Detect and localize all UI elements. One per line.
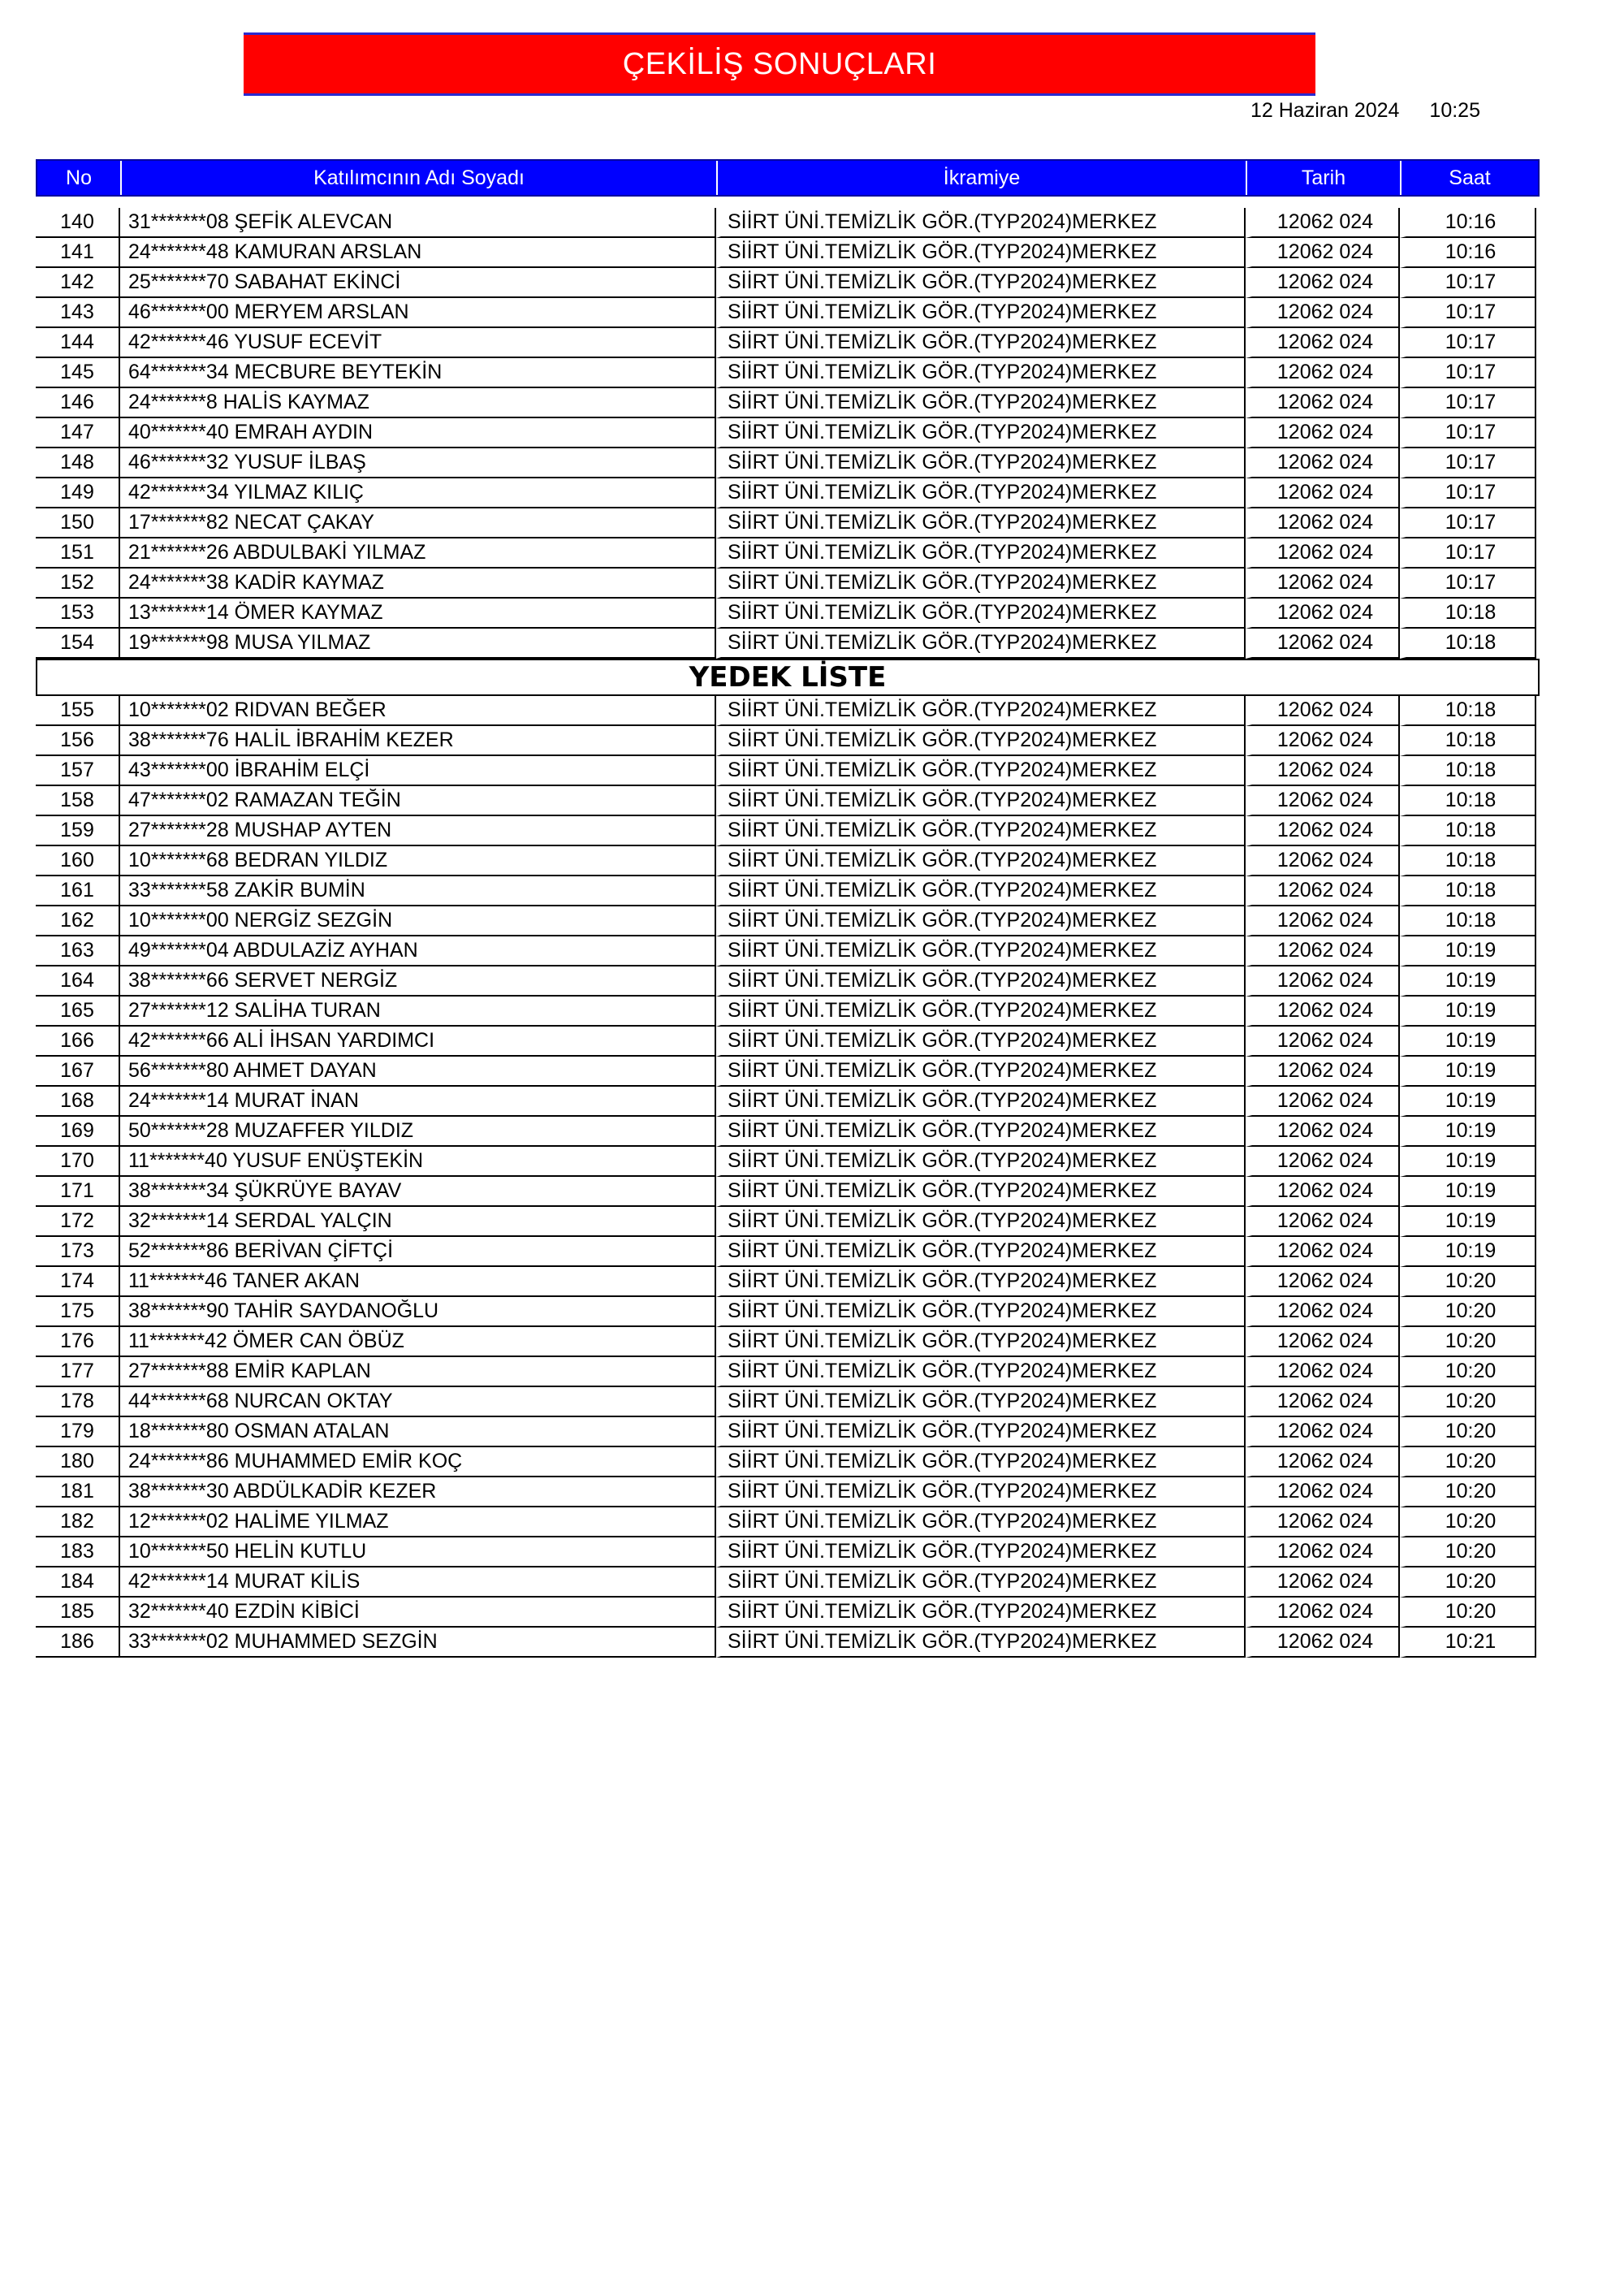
- cell-time: 10:20: [1400, 1327, 1536, 1357]
- cell-no: 179: [36, 1417, 120, 1447]
- table-row: [36, 1567, 1540, 1598]
- cell-time: 10:20: [1400, 1537, 1536, 1567]
- reserve-list-label: YEDEK LİSTE: [36, 660, 1540, 696]
- cell-name: 40*******40 EMRAH AYDIN: [120, 418, 716, 448]
- cell-name: 38*******66 SERVET NERGİZ: [120, 966, 716, 997]
- cell-name: 10*******00 NERGİZ SEZGİN: [120, 906, 716, 936]
- header-time: Saat: [1449, 166, 1491, 189]
- table-row: [36, 388, 1540, 418]
- cell-time: 10:17: [1400, 268, 1536, 298]
- cell-no: 185: [36, 1598, 120, 1628]
- cell-date: 12062 024: [1246, 448, 1400, 478]
- cell-date: 12062 024: [1246, 696, 1400, 726]
- cell-time: 10:18: [1400, 726, 1536, 756]
- cell-date: 12062 024: [1246, 1237, 1400, 1267]
- cell-no: 162: [36, 906, 120, 936]
- cell-prize: SİİRT ÜNİ.TEMİZLİK GÖR.(TYP2024)MERKEZ: [716, 1237, 1246, 1267]
- cell-name: 24*******48 KAMURAN ARSLAN: [120, 238, 716, 268]
- cell-name: 56*******80 AHMET DAYAN: [120, 1057, 716, 1087]
- cell-date: 12062 024: [1246, 1628, 1400, 1658]
- cell-date: 12062 024: [1246, 1417, 1400, 1447]
- cell-time: 10:19: [1400, 1207, 1536, 1237]
- cell-prize: SİİRT ÜNİ.TEMİZLİK GÖR.(TYP2024)MERKEZ: [716, 1628, 1246, 1658]
- cell-no: 151: [36, 538, 120, 569]
- cell-prize: SİİRT ÜNİ.TEMİZLİK GÖR.(TYP2024)MERKEZ: [716, 1327, 1246, 1357]
- cell-time: 10:18: [1400, 846, 1536, 876]
- cell-date: 12062 024: [1246, 906, 1400, 936]
- cell-date: 12062 024: [1246, 966, 1400, 997]
- cell-time: 10:17: [1400, 328, 1536, 358]
- cell-prize: SİİRT ÜNİ.TEMİZLİK GÖR.(TYP2024)MERKEZ: [716, 629, 1246, 659]
- cell-time: 10:20: [1400, 1267, 1536, 1297]
- cell-time: 10:18: [1400, 599, 1536, 629]
- cell-prize: SİİRT ÜNİ.TEMİZLİK GÖR.(TYP2024)MERKEZ: [716, 1387, 1246, 1417]
- cell-prize: SİİRT ÜNİ.TEMİZLİK GÖR.(TYP2024)MERKEZ: [716, 1267, 1246, 1297]
- cell-time: 10:17: [1400, 448, 1536, 478]
- cell-name: 25*******70 SABAHAT EKİNCİ: [120, 268, 716, 298]
- cell-prize: SİİRT ÜNİ.TEMİZLİK GÖR.(TYP2024)MERKEZ: [716, 1477, 1246, 1507]
- cell-prize: SİİRT ÜNİ.TEMİZLİK GÖR.(TYP2024)MERKEZ: [716, 1567, 1246, 1598]
- cell-name: 13*******14 ÖMER KAYMAZ: [120, 599, 716, 629]
- cell-no: 175: [36, 1297, 120, 1327]
- cell-no: 166: [36, 1027, 120, 1057]
- cell-date: 12062 024: [1246, 1117, 1400, 1147]
- cell-date: 12062 024: [1246, 786, 1400, 816]
- cell-name: 11*******40 YUSUF ENÜŞTEKİN: [120, 1147, 716, 1177]
- cell-time: 10:17: [1400, 569, 1536, 599]
- cell-time: 10:19: [1400, 997, 1536, 1027]
- cell-no: 164: [36, 966, 120, 997]
- cell-time: 10:20: [1400, 1297, 1536, 1327]
- header-name: Katılımcının Adı Soyadı: [122, 161, 718, 195]
- cell-date: 12062 024: [1246, 599, 1400, 629]
- cell-date: 12062 024: [1246, 756, 1400, 786]
- cell-no: 165: [36, 997, 120, 1027]
- cell-prize: SİİRT ÜNİ.TEMİZLİK GÖR.(TYP2024)MERKEZ: [716, 906, 1246, 936]
- cell-time: 10:18: [1400, 876, 1536, 906]
- cell-no: 148: [36, 448, 120, 478]
- cell-name: 32*******14 SERDAL YALÇIN: [120, 1207, 716, 1237]
- cell-no: 167: [36, 1057, 120, 1087]
- table-row: [36, 1267, 1540, 1297]
- cell-prize: SİİRT ÜNİ.TEMİZLİK GÖR.(TYP2024)MERKEZ: [716, 599, 1246, 629]
- cell-date: 12062 024: [1246, 238, 1400, 268]
- cell-name: 10*******02 RIDVAN BEĞER: [120, 696, 716, 726]
- cell-name: 38*******90 TAHİR SAYDANOĞLU: [120, 1297, 716, 1327]
- cell-no: 180: [36, 1447, 120, 1477]
- cell-no: 172: [36, 1207, 120, 1237]
- cell-no: 176: [36, 1327, 120, 1357]
- page-title: ÇEKİLİŞ SONUÇLARI: [622, 46, 937, 81]
- results-table: [36, 159, 1540, 1658]
- table-row: [36, 876, 1540, 906]
- table-row: [36, 1057, 1540, 1087]
- cell-no: 173: [36, 1237, 120, 1267]
- cell-date: 12062 024: [1246, 1297, 1400, 1327]
- cell-no: 158: [36, 786, 120, 816]
- cell-no: 177: [36, 1357, 120, 1387]
- cell-no: 147: [36, 418, 120, 448]
- cell-prize: SİİRT ÜNİ.TEMİZLİK GÖR.(TYP2024)MERKEZ: [716, 388, 1246, 418]
- cell-name: 42*******14 MURAT KİLİS: [120, 1567, 716, 1598]
- cell-no: 153: [36, 599, 120, 629]
- cell-date: 12062 024: [1246, 268, 1400, 298]
- cell-name: 49*******04 ABDULAZİZ AYHAN: [120, 936, 716, 966]
- cell-name: 32*******40 EZDİN KİBİCİ: [120, 1598, 716, 1628]
- cell-name: 24*******14 MURAT İNAN: [120, 1087, 716, 1117]
- cell-prize: SİİRT ÜNİ.TEMİZLİK GÖR.(TYP2024)MERKEZ: [716, 1207, 1246, 1237]
- table-row: [36, 1477, 1540, 1507]
- cell-name: 10*******68 BEDRAN YILDIZ: [120, 846, 716, 876]
- cell-date: 12062 024: [1246, 328, 1400, 358]
- cell-no: 161: [36, 876, 120, 906]
- cell-name: 42*******46 YUSUF ECEVİT: [120, 328, 716, 358]
- cell-name: 21*******26 ABDULBAKİ YILMAZ: [120, 538, 716, 569]
- table-row: [36, 997, 1540, 1027]
- cell-no: 156: [36, 726, 120, 756]
- table-row: [36, 418, 1540, 448]
- cell-name: 24*******86 MUHAMMED EMİR KOÇ: [120, 1447, 716, 1477]
- cell-name: 46*******00 MERYEM ARSLAN: [120, 298, 716, 328]
- cell-no: 171: [36, 1177, 120, 1207]
- cell-prize: SİİRT ÜNİ.TEMİZLİK GÖR.(TYP2024)MERKEZ: [716, 966, 1246, 997]
- table-row: [36, 816, 1540, 846]
- table-row: [36, 846, 1540, 876]
- table-row: [36, 936, 1540, 966]
- cell-prize: SİİRT ÜNİ.TEMİZLİK GÖR.(TYP2024)MERKEZ: [716, 478, 1246, 508]
- cell-time: 10:18: [1400, 906, 1536, 936]
- cell-name: 47*******02 RAMAZAN TEĞİN: [120, 786, 716, 816]
- table-row: [36, 1147, 1540, 1177]
- cell-date: 12062 024: [1246, 298, 1400, 328]
- header-date: Tarih: [1247, 161, 1402, 195]
- cell-no: 146: [36, 388, 120, 418]
- cell-date: 12062 024: [1246, 1207, 1400, 1237]
- table-row: [36, 1177, 1540, 1207]
- table-row: [36, 629, 1540, 659]
- cell-name: 52*******86 BERİVAN ÇİFTÇİ: [120, 1237, 716, 1267]
- cell-time: 10:20: [1400, 1387, 1536, 1417]
- table-row: [36, 1417, 1540, 1447]
- cell-time: 10:20: [1400, 1567, 1536, 1598]
- cell-prize: SİİRT ÜNİ.TEMİZLİK GÖR.(TYP2024)MERKEZ: [716, 1057, 1246, 1087]
- cell-time: 10:19: [1400, 936, 1536, 966]
- table-row: [36, 1297, 1540, 1327]
- date-time-line: [1250, 99, 1480, 123]
- table-row: [36, 448, 1540, 478]
- cell-time: 10:17: [1400, 538, 1536, 569]
- table-row: [36, 1537, 1540, 1567]
- cell-prize: SİİRT ÜNİ.TEMİZLİK GÖR.(TYP2024)MERKEZ: [716, 1357, 1246, 1387]
- cell-name: 17*******82 NECAT ÇAKAY: [120, 508, 716, 538]
- cell-date: 12062 024: [1246, 569, 1400, 599]
- table-row: [36, 298, 1540, 328]
- cell-prize: SİİRT ÜNİ.TEMİZLİK GÖR.(TYP2024)MERKEZ: [716, 696, 1246, 726]
- table-row: [36, 268, 1540, 298]
- cell-time: 10:17: [1400, 478, 1536, 508]
- cell-time: 10:16: [1400, 208, 1536, 238]
- cell-no: 157: [36, 756, 120, 786]
- cell-date: 12062 024: [1246, 1357, 1400, 1387]
- cell-prize: SİİRT ÜNİ.TEMİZLİK GÖR.(TYP2024)MERKEZ: [716, 936, 1246, 966]
- cell-time: 10:18: [1400, 629, 1536, 659]
- main-list: [36, 208, 1540, 659]
- cell-time: 10:17: [1400, 418, 1536, 448]
- header-no: No: [37, 161, 122, 195]
- cell-date: 12062 024: [1246, 1598, 1400, 1628]
- cell-prize: SİİRT ÜNİ.TEMİZLİK GÖR.(TYP2024)MERKEZ: [716, 786, 1246, 816]
- cell-name: 43*******00 İBRAHİM ELÇİ: [120, 756, 716, 786]
- cell-date: 12062 024: [1246, 816, 1400, 846]
- table-row: [36, 756, 1540, 786]
- cell-no: 184: [36, 1567, 120, 1598]
- cell-time: 10:20: [1400, 1417, 1536, 1447]
- cell-no: 182: [36, 1507, 120, 1537]
- cell-name: 27*******88 EMİR KAPLAN: [120, 1357, 716, 1387]
- cell-date: 12062 024: [1246, 478, 1400, 508]
- cell-time: 10:19: [1400, 966, 1536, 997]
- cell-time: 10:19: [1400, 1027, 1536, 1057]
- cell-no: 183: [36, 1537, 120, 1567]
- cell-date: 12062 024: [1246, 876, 1400, 906]
- cell-time: 10:17: [1400, 388, 1536, 418]
- cell-name: 18*******80 OSMAN ATALAN: [120, 1417, 716, 1447]
- cell-date: 12062 024: [1246, 508, 1400, 538]
- table-row: [36, 1628, 1540, 1658]
- draw-time: 10:25: [1429, 99, 1480, 122]
- header-prize: İkramiye: [718, 161, 1247, 195]
- cell-name: 33*******02 MUHAMMED SEZGİN: [120, 1628, 716, 1658]
- cell-no: 170: [36, 1147, 120, 1177]
- table-row: [36, 1087, 1540, 1117]
- cell-time: 10:20: [1400, 1507, 1536, 1537]
- table-row: [36, 1447, 1540, 1477]
- cell-name: 44*******68 NURCAN OKTAY: [120, 1387, 716, 1417]
- cell-date: 12062 024: [1246, 1027, 1400, 1057]
- cell-date: 12062 024: [1246, 1507, 1400, 1537]
- cell-time: 10:18: [1400, 756, 1536, 786]
- cell-prize: SİİRT ÜNİ.TEMİZLİK GÖR.(TYP2024)MERKEZ: [716, 238, 1246, 268]
- cell-prize: SİİRT ÜNİ.TEMİZLİK GÖR.(TYP2024)MERKEZ: [716, 328, 1246, 358]
- cell-no: 144: [36, 328, 120, 358]
- cell-date: 12062 024: [1246, 1267, 1400, 1297]
- table-row: [36, 478, 1540, 508]
- cell-name: 10*******50 HELİN KUTLU: [120, 1537, 716, 1567]
- cell-date: 12062 024: [1246, 1087, 1400, 1117]
- cell-no: 150: [36, 508, 120, 538]
- cell-no: 178: [36, 1387, 120, 1417]
- cell-name: 38*******34 ŞÜKRÜYE BAYAV: [120, 1177, 716, 1207]
- cell-prize: SİİRT ÜNİ.TEMİZLİK GÖR.(TYP2024)MERKEZ: [716, 1087, 1246, 1117]
- cell-no: 140: [36, 208, 120, 238]
- cell-no: 174: [36, 1267, 120, 1297]
- cell-date: 12062 024: [1246, 1447, 1400, 1477]
- cell-prize: SİİRT ÜNİ.TEMİZLİK GÖR.(TYP2024)MERKEZ: [716, 358, 1246, 388]
- table-row: [36, 1507, 1540, 1537]
- cell-time: 10:17: [1400, 298, 1536, 328]
- cell-date: 12062 024: [1246, 997, 1400, 1027]
- cell-name: 12*******02 HALİME YILMAZ: [120, 1507, 716, 1537]
- cell-date: 12062 024: [1246, 1387, 1400, 1417]
- table-row: [36, 906, 1540, 936]
- cell-prize: SİİRT ÜNİ.TEMİZLİK GÖR.(TYP2024)MERKEZ: [716, 1027, 1246, 1057]
- cell-date: 12062 024: [1246, 936, 1400, 966]
- cell-prize: SİİRT ÜNİ.TEMİZLİK GÖR.(TYP2024)MERKEZ: [716, 1417, 1246, 1447]
- cell-prize: SİİRT ÜNİ.TEMİZLİK GÖR.(TYP2024)MERKEZ: [716, 816, 1246, 846]
- draw-date: 12 Haziran 2024: [1250, 99, 1400, 122]
- cell-no: 141: [36, 238, 120, 268]
- cell-prize: SİİRT ÜNİ.TEMİZLİK GÖR.(TYP2024)MERKEZ: [716, 1297, 1246, 1327]
- cell-time: 10:20: [1400, 1357, 1536, 1387]
- cell-date: 12062 024: [1246, 538, 1400, 569]
- cell-time: 10:16: [1400, 238, 1536, 268]
- cell-no: 181: [36, 1477, 120, 1507]
- cell-name: 27*******28 MUSHAP AYTEN: [120, 816, 716, 846]
- cell-prize: SİİRT ÜNİ.TEMİZLİK GÖR.(TYP2024)MERKEZ: [716, 1507, 1246, 1537]
- reserve-section-header: [36, 659, 1540, 696]
- table-row: [36, 966, 1540, 997]
- cell-date: 12062 024: [1246, 1477, 1400, 1507]
- cell-time: 10:19: [1400, 1117, 1536, 1147]
- table-row: [36, 726, 1540, 756]
- table-row: [36, 508, 1540, 538]
- cell-name: 38*******30 ABDÜLKADİR KEZER: [120, 1477, 716, 1507]
- cell-name: 11*******46 TANER AKAN: [120, 1267, 716, 1297]
- cell-time: 10:19: [1400, 1177, 1536, 1207]
- cell-prize: SİİRT ÜNİ.TEMİZLİK GÖR.(TYP2024)MERKEZ: [716, 1177, 1246, 1207]
- cell-no: 169: [36, 1117, 120, 1147]
- cell-time: 10:18: [1400, 786, 1536, 816]
- cell-prize: SİİRT ÜNİ.TEMİZLİK GÖR.(TYP2024)MERKEZ: [716, 997, 1246, 1027]
- cell-name: 24*******38 KADİR KAYMAZ: [120, 569, 716, 599]
- cell-date: 12062 024: [1246, 388, 1400, 418]
- cell-date: 12062 024: [1246, 1177, 1400, 1207]
- cell-time: 10:18: [1400, 816, 1536, 846]
- cell-prize: SİİRT ÜNİ.TEMİZLİK GÖR.(TYP2024)MERKEZ: [716, 1447, 1246, 1477]
- cell-name: 11*******42 ÖMER CAN ÖBÜZ: [120, 1327, 716, 1357]
- cell-name: 24*******8 HALİS KAYMAZ: [120, 388, 716, 418]
- cell-prize: SİİRT ÜNİ.TEMİZLİK GÖR.(TYP2024)MERKEZ: [716, 268, 1246, 298]
- table-row: [36, 238, 1540, 268]
- cell-prize: SİİRT ÜNİ.TEMİZLİK GÖR.(TYP2024)MERKEZ: [716, 1598, 1246, 1628]
- cell-time: 10:18: [1400, 696, 1536, 726]
- table-row: [36, 1237, 1540, 1267]
- cell-prize: SİİRT ÜNİ.TEMİZLİK GÖR.(TYP2024)MERKEZ: [716, 538, 1246, 569]
- cell-time: 10:21: [1400, 1628, 1536, 1658]
- cell-no: 154: [36, 629, 120, 659]
- cell-no: 159: [36, 816, 120, 846]
- cell-name: 50*******28 MUZAFFER YILDIZ: [120, 1117, 716, 1147]
- cell-time: 10:17: [1400, 358, 1536, 388]
- cell-date: 12062 024: [1246, 1537, 1400, 1567]
- table-row: [36, 569, 1540, 599]
- table-row: [36, 328, 1540, 358]
- cell-name: 42*******66 ALİ İHSAN YARDIMCI: [120, 1027, 716, 1057]
- cell-name: 19*******98 MUSA YILMAZ: [120, 629, 716, 659]
- table-row: [36, 696, 1540, 726]
- cell-date: 12062 024: [1246, 1327, 1400, 1357]
- cell-prize: SİİRT ÜNİ.TEMİZLİK GÖR.(TYP2024)MERKEZ: [716, 846, 1246, 876]
- cell-prize: SİİRT ÜNİ.TEMİZLİK GÖR.(TYP2024)MERKEZ: [716, 298, 1246, 328]
- cell-date: 12062 024: [1246, 1147, 1400, 1177]
- table-row: [36, 1117, 1540, 1147]
- cell-time: 10:20: [1400, 1447, 1536, 1477]
- cell-time: 10:19: [1400, 1087, 1536, 1117]
- cell-no: 145: [36, 358, 120, 388]
- reserve-list: [36, 696, 1540, 1658]
- cell-prize: SİİRT ÜNİ.TEMİZLİK GÖR.(TYP2024)MERKEZ: [716, 1117, 1246, 1147]
- table-row: [36, 538, 1540, 569]
- cell-prize: SİİRT ÜNİ.TEMİZLİK GÖR.(TYP2024)MERKEZ: [716, 876, 1246, 906]
- title-banner: [244, 32, 1315, 96]
- table-row: [36, 208, 1540, 238]
- table-row: [36, 599, 1540, 629]
- cell-date: 12062 024: [1246, 208, 1400, 238]
- cell-time: 10:17: [1400, 508, 1536, 538]
- cell-date: 12062 024: [1246, 1057, 1400, 1087]
- cell-date: 12062 024: [1246, 629, 1400, 659]
- table-row: [36, 358, 1540, 388]
- cell-no: 186: [36, 1628, 120, 1658]
- cell-name: 42*******34 YILMAZ KILIÇ: [120, 478, 716, 508]
- table-row: [36, 1357, 1540, 1387]
- cell-no: 155: [36, 696, 120, 726]
- cell-prize: SİİRT ÜNİ.TEMİZLİK GÖR.(TYP2024)MERKEZ: [716, 726, 1246, 756]
- cell-name: 64*******34 MECBURE BEYTEKİN: [120, 358, 716, 388]
- cell-date: 12062 024: [1246, 1567, 1400, 1598]
- cell-date: 12062 024: [1246, 726, 1400, 756]
- table-header: [36, 159, 1540, 197]
- cell-prize: SİİRT ÜNİ.TEMİZLİK GÖR.(TYP2024)MERKEZ: [716, 1537, 1246, 1567]
- table-row: [36, 1327, 1540, 1357]
- cell-name: 27*******12 SALİHA TURAN: [120, 997, 716, 1027]
- cell-date: 12062 024: [1246, 358, 1400, 388]
- cell-no: 142: [36, 268, 120, 298]
- table-row: [36, 1027, 1540, 1057]
- cell-prize: SİİRT ÜNİ.TEMİZLİK GÖR.(TYP2024)MERKEZ: [716, 756, 1246, 786]
- cell-prize: SİİRT ÜNİ.TEMİZLİK GÖR.(TYP2024)MERKEZ: [716, 508, 1246, 538]
- cell-prize: SİİRT ÜNİ.TEMİZLİK GÖR.(TYP2024)MERKEZ: [716, 418, 1246, 448]
- table-row: [36, 1207, 1540, 1237]
- cell-no: 168: [36, 1087, 120, 1117]
- cell-time: 10:20: [1400, 1598, 1536, 1628]
- cell-name: 46*******32 YUSUF İLBAŞ: [120, 448, 716, 478]
- cell-no: 160: [36, 846, 120, 876]
- cell-prize: SİİRT ÜNİ.TEMİZLİK GÖR.(TYP2024)MERKEZ: [716, 208, 1246, 238]
- table-row: [36, 1387, 1540, 1417]
- cell-time: 10:19: [1400, 1057, 1536, 1087]
- table-row: [36, 1598, 1540, 1628]
- cell-name: 38*******76 HALİL İBRAHİM KEZER: [120, 726, 716, 756]
- cell-no: 149: [36, 478, 120, 508]
- cell-prize: SİİRT ÜNİ.TEMİZLİK GÖR.(TYP2024)MERKEZ: [716, 448, 1246, 478]
- cell-no: 152: [36, 569, 120, 599]
- table-row: [36, 786, 1540, 816]
- cell-time: 10:19: [1400, 1147, 1536, 1177]
- cell-prize: SİİRT ÜNİ.TEMİZLİK GÖR.(TYP2024)MERKEZ: [716, 569, 1246, 599]
- cell-date: 12062 024: [1246, 418, 1400, 448]
- cell-no: 163: [36, 936, 120, 966]
- cell-name: 33*******58 ZAKİR BUMİN: [120, 876, 716, 906]
- cell-prize: SİİRT ÜNİ.TEMİZLİK GÖR.(TYP2024)MERKEZ: [716, 1147, 1246, 1177]
- cell-time: 10:20: [1400, 1477, 1536, 1507]
- cell-date: 12062 024: [1246, 846, 1400, 876]
- cell-name: 31*******08 ŞEFİK ALEVCAN: [120, 208, 716, 238]
- cell-time: 10:19: [1400, 1237, 1536, 1267]
- cell-no: 143: [36, 298, 120, 328]
